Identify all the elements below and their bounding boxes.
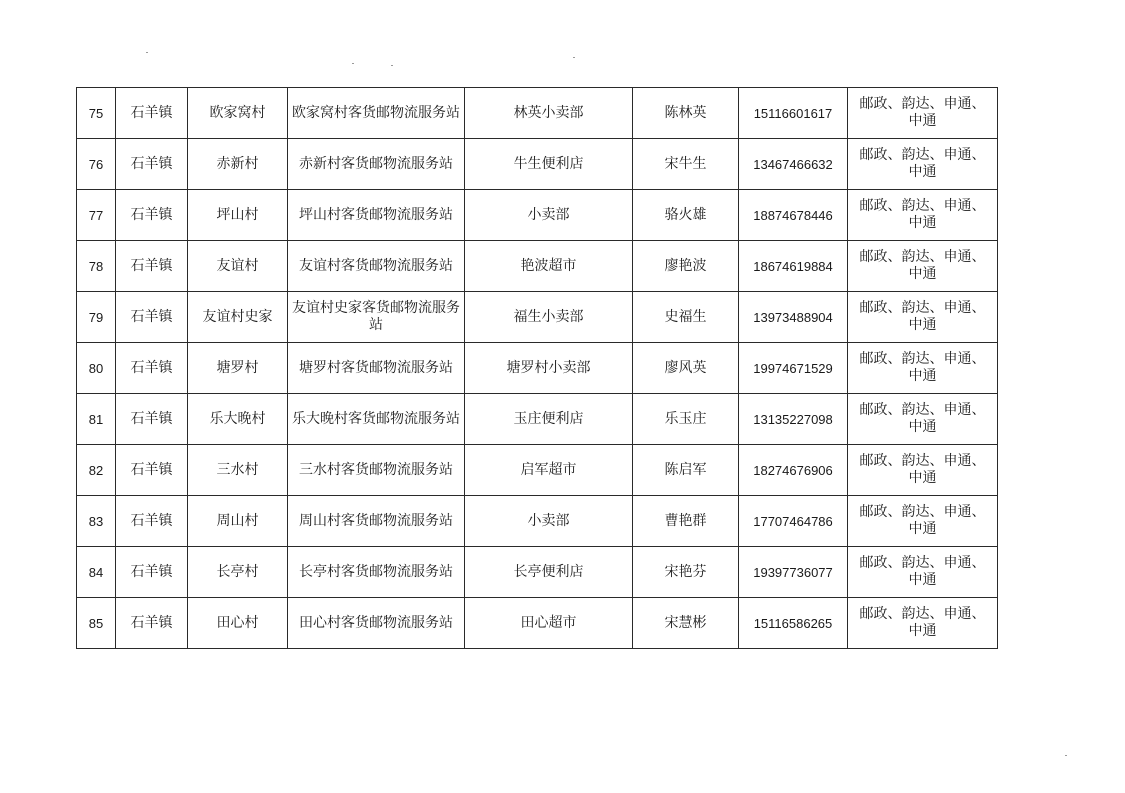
cell-contact: 曹艳群: [633, 496, 739, 547]
cell-town: 石羊镇: [116, 445, 188, 496]
cell-phone: 13467466632: [739, 139, 848, 190]
table-row: [77, 241, 998, 292]
cell-contact: 宋艳芬: [633, 547, 739, 598]
cell-station: 赤新村客货邮物流服务站: [288, 139, 465, 190]
station-table: [76, 87, 998, 649]
cell-index: 85: [77, 598, 116, 649]
cell-station: 田心村客货邮物流服务站: [288, 598, 465, 649]
cell-index: 77: [77, 190, 116, 241]
cell-shop: 牛生便利店: [465, 139, 633, 190]
table-row: [77, 496, 998, 547]
cell-village: 友谊村: [188, 241, 288, 292]
cell-village: 长亭村: [188, 547, 288, 598]
cell-contact: 廖风英: [633, 343, 739, 394]
cell-town: 石羊镇: [116, 139, 188, 190]
cell-shop: 塘罗村小卖部: [465, 343, 633, 394]
cell-index: 84: [77, 547, 116, 598]
cell-index: 81: [77, 394, 116, 445]
table-row: [77, 88, 998, 139]
cell-town: 石羊镇: [116, 292, 188, 343]
cell-town: 石羊镇: [116, 88, 188, 139]
cell-town: 石羊镇: [116, 190, 188, 241]
cell-contact: 廖艳波: [633, 241, 739, 292]
cell-station: 乐大晚村客货邮物流服务站: [288, 394, 465, 445]
cell-carriers: 邮政、韵达、申通、中通: [848, 445, 998, 496]
table-row: [77, 445, 998, 496]
cell-carriers: 邮政、韵达、申通、中通: [848, 547, 998, 598]
cell-village: 田心村: [188, 598, 288, 649]
cell-town: 石羊镇: [116, 547, 188, 598]
cell-town: 石羊镇: [116, 496, 188, 547]
cell-station: 坪山村客货邮物流服务站: [288, 190, 465, 241]
table-row: [77, 139, 998, 190]
cell-station: 长亭村客货邮物流服务站: [288, 547, 465, 598]
cell-village: 乐大晚村: [188, 394, 288, 445]
cell-station: 周山村客货邮物流服务站: [288, 496, 465, 547]
cell-index: 78: [77, 241, 116, 292]
cell-shop: 福生小卖部: [465, 292, 633, 343]
cell-village: 塘罗村: [188, 343, 288, 394]
cell-shop: 长亭便利店: [465, 547, 633, 598]
cell-village: 欧家窝村: [188, 88, 288, 139]
cell-carriers: 邮政、韵达、申通、中通: [848, 598, 998, 649]
table-row: [77, 190, 998, 241]
cell-village: 坪山村: [188, 190, 288, 241]
cell-index: 75: [77, 88, 116, 139]
table-row: [77, 394, 998, 445]
table-body: [77, 88, 998, 649]
table-row: [77, 292, 998, 343]
cell-contact: 陈林英: [633, 88, 739, 139]
cell-phone: 17707464786: [739, 496, 848, 547]
cell-shop: 玉庄便利店: [465, 394, 633, 445]
cell-shop: 林英小卖部: [465, 88, 633, 139]
cell-station: 友谊村史家客货邮物流服务站: [288, 292, 465, 343]
cell-town: 石羊镇: [116, 598, 188, 649]
scan-speck: [146, 52, 148, 53]
cell-shop: 启军超市: [465, 445, 633, 496]
cell-phone: 15116601617: [739, 88, 848, 139]
cell-index: 83: [77, 496, 116, 547]
cell-station: 友谊村客货邮物流服务站: [288, 241, 465, 292]
cell-phone: 15116586265: [739, 598, 848, 649]
cell-carriers: 邮政、韵达、申通、中通: [848, 139, 998, 190]
table-row: [77, 598, 998, 649]
cell-phone: 13973488904: [739, 292, 848, 343]
cell-station: 欧家窝村客货邮物流服务站: [288, 88, 465, 139]
cell-phone: 18674619884: [739, 241, 848, 292]
table-row: [77, 547, 998, 598]
table-row: [77, 343, 998, 394]
cell-town: 石羊镇: [116, 343, 188, 394]
cell-carriers: 邮政、韵达、申通、中通: [848, 343, 998, 394]
cell-shop: 小卖部: [465, 190, 633, 241]
cell-station: 塘罗村客货邮物流服务站: [288, 343, 465, 394]
cell-index: 79: [77, 292, 116, 343]
cell-phone: 19974671529: [739, 343, 848, 394]
cell-carriers: 邮政、韵达、申通、中通: [848, 88, 998, 139]
cell-station: 三水村客货邮物流服务站: [288, 445, 465, 496]
cell-index: 80: [77, 343, 116, 394]
cell-carriers: 邮政、韵达、申通、中通: [848, 190, 998, 241]
cell-contact: 宋慧彬: [633, 598, 739, 649]
cell-carriers: 邮政、韵达、申通、中通: [848, 394, 998, 445]
scan-speck: [1065, 755, 1067, 756]
cell-phone: 19397736077: [739, 547, 848, 598]
cell-town: 石羊镇: [116, 394, 188, 445]
scan-speck: [352, 63, 354, 64]
cell-town: 石羊镇: [116, 241, 188, 292]
cell-phone: 18874678446: [739, 190, 848, 241]
cell-contact: 史福生: [633, 292, 739, 343]
cell-village: 周山村: [188, 496, 288, 547]
cell-contact: 陈启军: [633, 445, 739, 496]
cell-village: 三水村: [188, 445, 288, 496]
scan-speck: [391, 65, 393, 66]
cell-village: 友谊村史家: [188, 292, 288, 343]
cell-shop: 田心超市: [465, 598, 633, 649]
cell-index: 82: [77, 445, 116, 496]
cell-shop: 艳波超市: [465, 241, 633, 292]
cell-index: 76: [77, 139, 116, 190]
cell-village: 赤新村: [188, 139, 288, 190]
scan-speck: [573, 57, 575, 58]
cell-phone: 18274676906: [739, 445, 848, 496]
cell-carriers: 邮政、韵达、申通、中通: [848, 496, 998, 547]
cell-carriers: 邮政、韵达、申通、中通: [848, 292, 998, 343]
cell-carriers: 邮政、韵达、申通、中通: [848, 241, 998, 292]
cell-phone: 13135227098: [739, 394, 848, 445]
cell-contact: 乐玉庄: [633, 394, 739, 445]
cell-contact: 宋牛生: [633, 139, 739, 190]
cell-shop: 小卖部: [465, 496, 633, 547]
cell-contact: 骆火雄: [633, 190, 739, 241]
